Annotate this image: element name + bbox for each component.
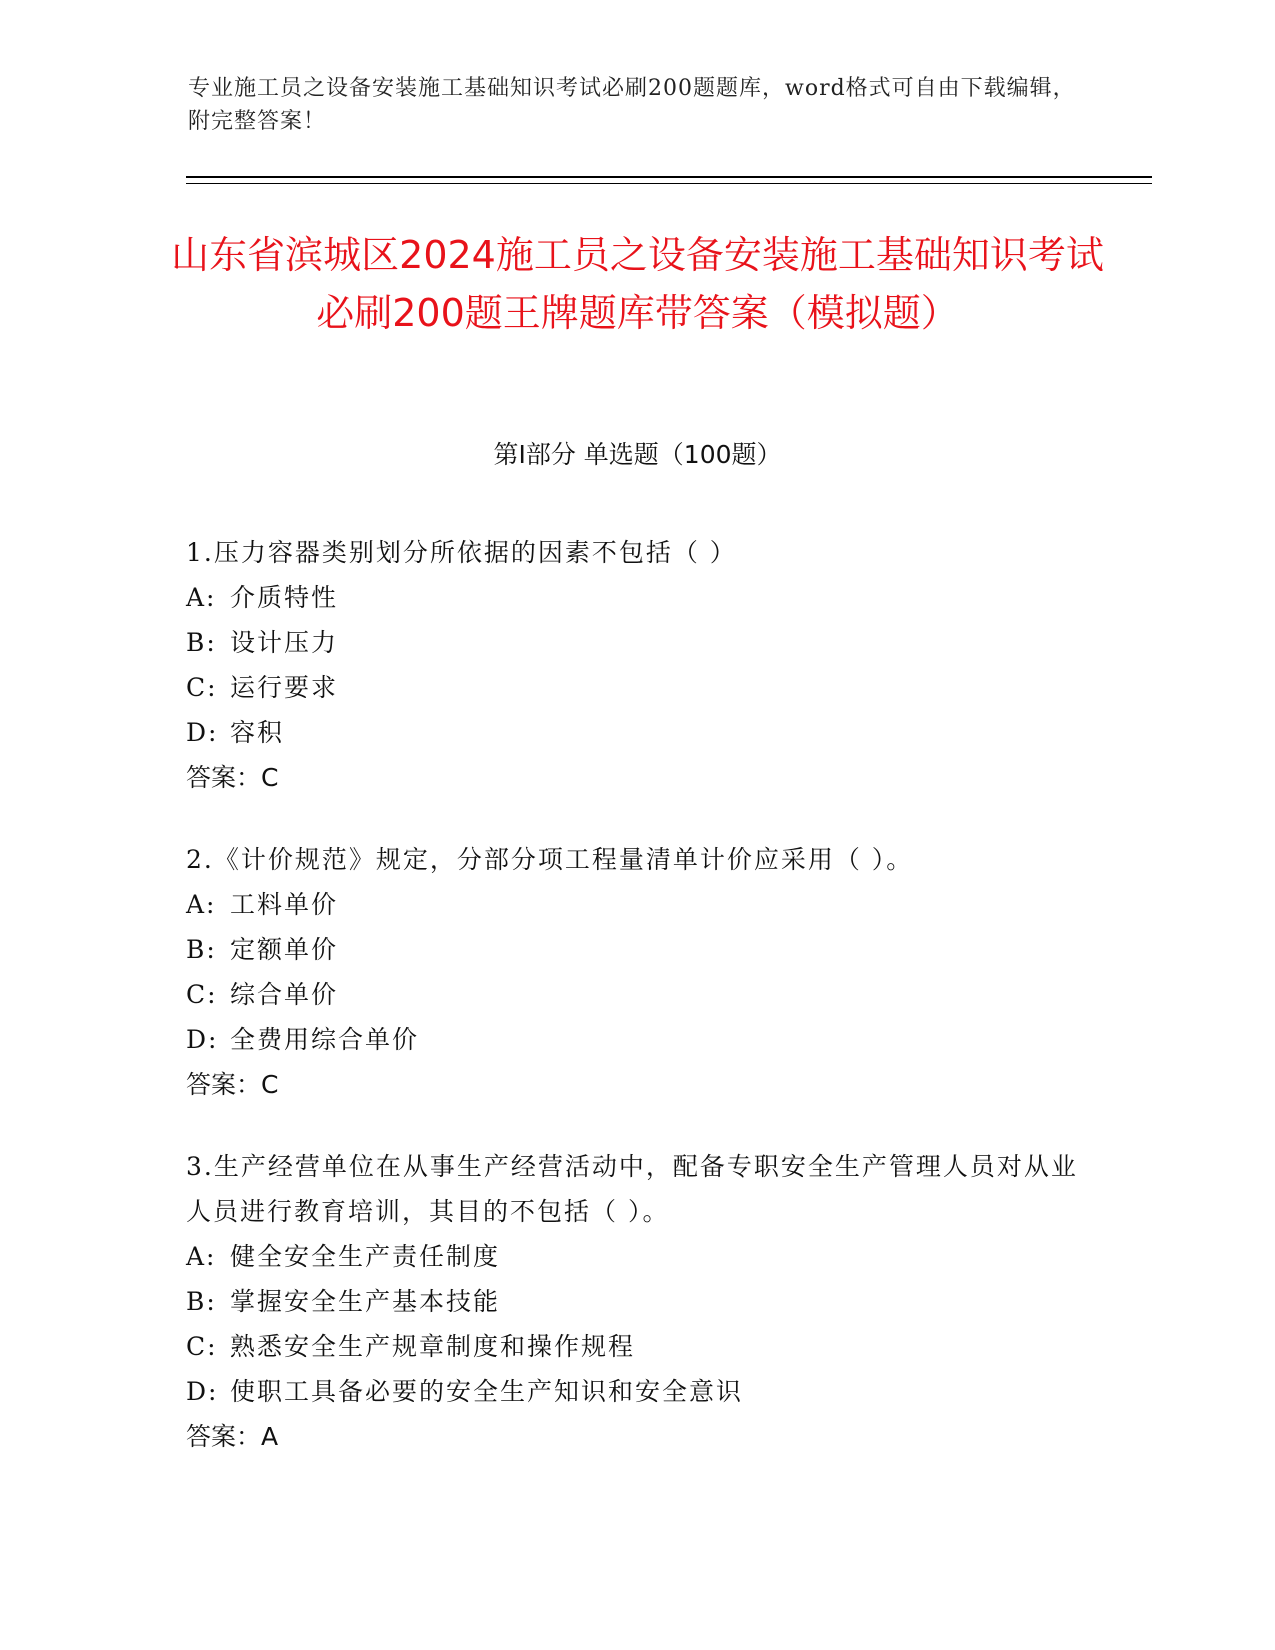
question-2 — [186, 837, 1086, 1107]
document-title: 山东省滨城区2024施工员之设备安装施工基础知识考试必刷200题王牌题库带答案（模拟题） — [171, 233, 1104, 335]
option-text: 容积 — [230, 718, 285, 747]
option-letter: A: — [186, 583, 217, 612]
option-letter: B: — [186, 935, 217, 964]
option-text: 设计压力 — [230, 628, 339, 657]
option-b — [186, 927, 1086, 972]
question-stem: 2.《计价规范》规定，分部分项工程量清单计价应采用（ ）。 — [186, 845, 914, 874]
section-title: 第Ⅰ部分 单选题（100题） — [493, 440, 782, 469]
option-text: 掌握安全生产基本技能 — [230, 1287, 501, 1316]
option-a — [186, 882, 1086, 927]
option-letter: D: — [186, 718, 219, 747]
header-divider-thick — [186, 176, 1152, 178]
option-text: 全费用综合单价 — [230, 1025, 420, 1054]
header-note: 专业施工员之设备安装施工基础知识考试必刷200题题库，word格式可自由下载编辑，附完整答案！ — [188, 76, 1076, 134]
option-letter: B: — [186, 628, 217, 657]
option-letter: C: — [186, 980, 218, 1009]
option-letter: D: — [186, 1025, 219, 1054]
option-text: 介质特性 — [230, 583, 339, 612]
option-letter: B: — [186, 1287, 217, 1316]
option-text: 熟悉安全生产规章制度和操作规程 — [230, 1332, 636, 1361]
option-b — [186, 620, 1086, 665]
question-3 — [186, 1144, 1086, 1459]
option-letter: C: — [186, 1332, 218, 1361]
question-stem: 1.压力容器类别划分所依据的因素不包括（ ） — [186, 538, 737, 567]
option-letter: D: — [186, 1377, 219, 1406]
option-a — [186, 1234, 1086, 1279]
option-d — [186, 1017, 1086, 1062]
question-1 — [186, 530, 1086, 800]
question-stem: 3.生产经营单位在从事生产经营活动中，配备专职安全生产管理人员对从业人员进行教育培训，其目的不包括（ ）。 — [186, 1152, 1078, 1226]
option-d — [186, 1369, 1086, 1414]
option-text: 综合单价 — [230, 980, 339, 1009]
option-d — [186, 710, 1086, 755]
option-letter: C: — [186, 673, 218, 702]
option-c — [186, 1324, 1086, 1369]
option-text: 定额单价 — [230, 935, 339, 964]
option-text: 健全安全生产责任制度 — [230, 1242, 501, 1271]
answer-line: 答案：C — [186, 1070, 279, 1099]
option-c — [186, 665, 1086, 710]
header-divider-thin — [186, 183, 1152, 184]
answer-line: 答案：C — [186, 763, 279, 792]
question-list — [186, 530, 1086, 1496]
option-letter: A: — [186, 890, 217, 919]
option-text: 使职工具备必要的安全生产知识和安全意识 — [230, 1377, 744, 1406]
option-text: 工料单价 — [230, 890, 339, 919]
answer-line: 答案：A — [186, 1422, 279, 1451]
option-c — [186, 972, 1086, 1017]
option-text: 运行要求 — [230, 673, 339, 702]
option-letter: A: — [186, 1242, 217, 1271]
option-a — [186, 575, 1086, 620]
option-b — [186, 1279, 1086, 1324]
